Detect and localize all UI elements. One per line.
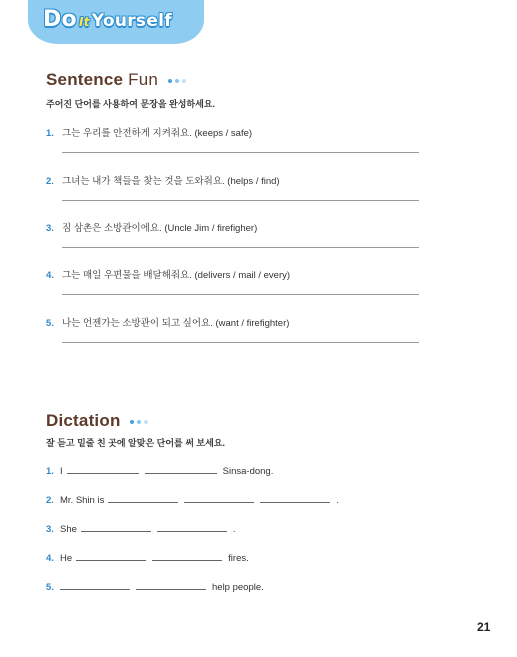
item-number: 1. xyxy=(46,466,54,477)
blank-field[interactable] xyxy=(136,579,206,590)
page-number: 21 xyxy=(477,620,491,634)
sentence-item xyxy=(46,267,426,281)
blank-field[interactable] xyxy=(145,463,217,474)
blank-field[interactable] xyxy=(67,463,139,474)
item-tail-text: help people. xyxy=(212,582,264,593)
banner-word-it: It xyxy=(78,15,90,29)
item-number: 4. xyxy=(46,553,54,564)
item-number: 3. xyxy=(46,524,54,535)
title-dots-icon xyxy=(168,71,189,91)
dictation-item xyxy=(46,492,339,506)
dictation-item xyxy=(46,579,264,593)
blank-field[interactable] xyxy=(152,550,222,561)
item-lead-text: He xyxy=(60,553,73,564)
sentence-item xyxy=(46,125,426,139)
banner-title xyxy=(43,7,172,32)
item-tail-text: fires. xyxy=(228,553,249,564)
blank-field[interactable] xyxy=(260,492,330,503)
blank-field[interactable] xyxy=(157,521,227,532)
item-prompt: 짐 삼촌은 소방관이에요. (Uncle Jim / firefigher) xyxy=(62,223,258,234)
title-dots-icon xyxy=(130,412,151,432)
item-prompt: 나는 언젠가는 소방관이 되고 싶어요. (want / firefighter) xyxy=(62,318,290,329)
dictation-item xyxy=(46,463,273,477)
item-number: 5. xyxy=(46,318,54,329)
item-number: 3. xyxy=(46,223,54,234)
sentence-fun-title xyxy=(46,70,189,91)
item-number: 2. xyxy=(46,495,54,506)
sentence-fun-title-sub: Fun xyxy=(128,70,159,89)
blank-field[interactable] xyxy=(184,492,254,503)
sentence-item xyxy=(46,315,426,329)
answer-line[interactable] xyxy=(62,294,419,295)
sentence-fun-instruction: 주어진 단어를 사용하여 문장을 완성하세요. xyxy=(46,99,215,109)
item-number: 2. xyxy=(46,176,54,187)
dictation-instruction: 잘 듣고 밑줄 친 곳에 알맞은 단어를 써 보세요. xyxy=(46,438,225,448)
sentence-fun-title-main: Sentence xyxy=(46,70,124,89)
blank-field[interactable] xyxy=(108,492,178,503)
item-prompt: 그녀는 내가 책들을 찾는 것을 도와줘요. (helps / find) xyxy=(62,176,280,187)
dictation-title xyxy=(46,411,151,432)
dictation-title-text: Dictation xyxy=(46,411,121,430)
banner-word-yourself: Yourself xyxy=(91,11,172,31)
item-lead-text: I xyxy=(60,466,63,477)
answer-line[interactable] xyxy=(62,200,419,201)
item-tail-text: . xyxy=(336,495,339,506)
answer-line[interactable] xyxy=(62,247,419,248)
answer-line[interactable] xyxy=(62,152,419,153)
dictation-item xyxy=(46,521,236,535)
item-lead-text: Mr. Shin is xyxy=(60,495,105,506)
blank-field[interactable] xyxy=(76,550,146,561)
item-tail-text: . xyxy=(232,524,236,535)
item-lead-text: She xyxy=(60,524,77,535)
blank-field[interactable] xyxy=(60,579,130,590)
sentence-item xyxy=(46,173,426,187)
banner-word-do: Do xyxy=(43,7,77,32)
item-prompt: 그는 매일 우편물을 배달해줘요. (delivers / mail / every) xyxy=(62,270,291,281)
item-number: 1. xyxy=(46,128,54,139)
item-number: 4. xyxy=(46,270,54,281)
item-number: 5. xyxy=(46,582,54,593)
item-tail-text: Sinsa-dong. xyxy=(222,466,274,477)
sentence-item xyxy=(46,220,426,234)
item-prompt: 그는 우리를 안전하게 지켜줘요. (keeps / safe) xyxy=(62,128,253,139)
answer-line[interactable] xyxy=(62,342,419,343)
dictation-item xyxy=(46,550,249,564)
blank-field[interactable] xyxy=(81,521,151,532)
